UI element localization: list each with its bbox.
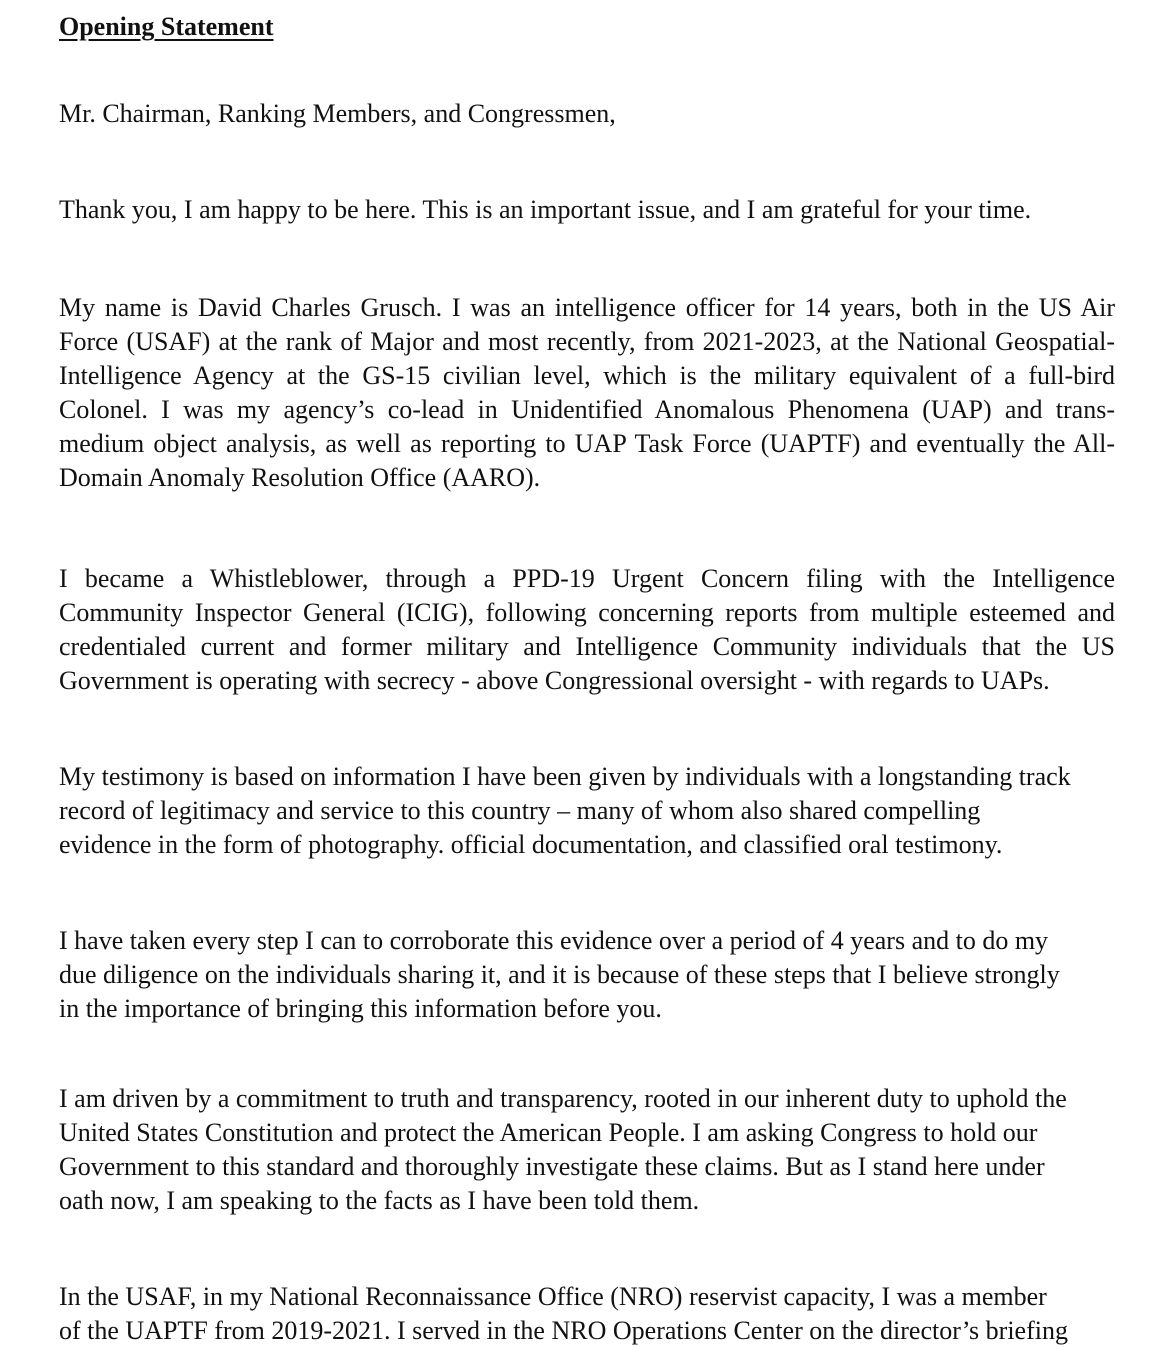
paragraph-line: I have taken every step I can to corroborate this evidence over a period of 4 years and to do my (59, 926, 1049, 955)
paragraph-line: oath now, I am speaking to the facts as I have been told them. (59, 1186, 700, 1215)
paragraph-whistleblower (59, 562, 1115, 698)
paragraph-line: record of legitimacy and service to this country – many of whom also shared compelling (59, 796, 981, 825)
paragraph-line: Mr. Chairman, Ranking Members, and Congressmen, (59, 99, 616, 128)
paragraph-line: Intelligence Agency at the GS-15 civilian level, which is the military equivalent of a full-bird (59, 361, 1115, 390)
paragraph-corroboration (59, 924, 1115, 1026)
paragraph-line: I became a Whistleblower, through a PPD-19 Urgent Concern filing with the Intelligence (59, 564, 1115, 593)
paragraph-line: In the USAF, in my National Reconnaissance Office (NRO) reservist capacity, I was a member (59, 1282, 1047, 1311)
paragraph-line: evidence in the form of photography. official documentation, and classified oral testimony. (59, 830, 1003, 859)
paragraph-line: credentialed current and former military and Intelligence Community individuals that the US (59, 632, 1115, 661)
paragraph-line: of the UAPTF from 2019-2021. I served in the NRO Operations Center on the director’s briefing (59, 1316, 1068, 1345)
paragraph-salutation (59, 97, 1115, 131)
paragraph-line: Community Inspector General (ICIG), following concerning reports from multiple esteemed and (59, 598, 1115, 627)
paragraph-line: Colonel. I was my agency’s co-lead in Unidentified Anomalous Phenomena (UAP) and trans- (59, 395, 1115, 424)
paragraph-line: My testimony is based on information I have been given by individuals with a longstanding track (59, 762, 1071, 791)
paragraph-line: United States Constitution and protect the American People. I am asking Congress to hold our (59, 1118, 1038, 1147)
paragraph-testimony-basis (59, 760, 1115, 862)
paragraph-line: Domain Anomaly Resolution Office (AARO). (59, 463, 541, 492)
paragraph-usaf-service (59, 1280, 1115, 1348)
paragraph-line: due diligence on the individuals sharing it, and it is because of these steps that I believe strongly (59, 960, 1060, 989)
paragraph-line: Force (USAF) at the rank of Major and most recently, from 2021-2023, at the National Geospatial- (59, 327, 1115, 356)
paragraph-line: Government is operating with secrecy - above Congressional oversight - with regards to UAPs. (59, 666, 1050, 695)
paragraph-line: Government to this standard and thoroughly investigate these claims. But as I stand here under (59, 1152, 1045, 1181)
paragraph-thanks (59, 193, 1115, 227)
paragraph-line: My name is David Charles Grusch. I was an intelligence officer for 14 years, both in the US Air (59, 293, 1115, 322)
paragraph-line: in the importance of bringing this information before you. (59, 994, 662, 1023)
paragraph-line: Thank you, I am happy to be here. This is an important issue, and I am grateful for your time. (59, 195, 1032, 224)
page-title: Opening Statement (59, 12, 274, 41)
paragraph-commitment (59, 1082, 1115, 1218)
paragraph-line: medium object analysis, as well as reporting to UAP Task Force (UAPTF) and eventually the All- (59, 429, 1115, 458)
paragraph-introduction (59, 291, 1115, 495)
paragraph-line: I am driven by a commitment to truth and transparency, rooted in our inherent duty to uphold the (59, 1084, 1067, 1113)
